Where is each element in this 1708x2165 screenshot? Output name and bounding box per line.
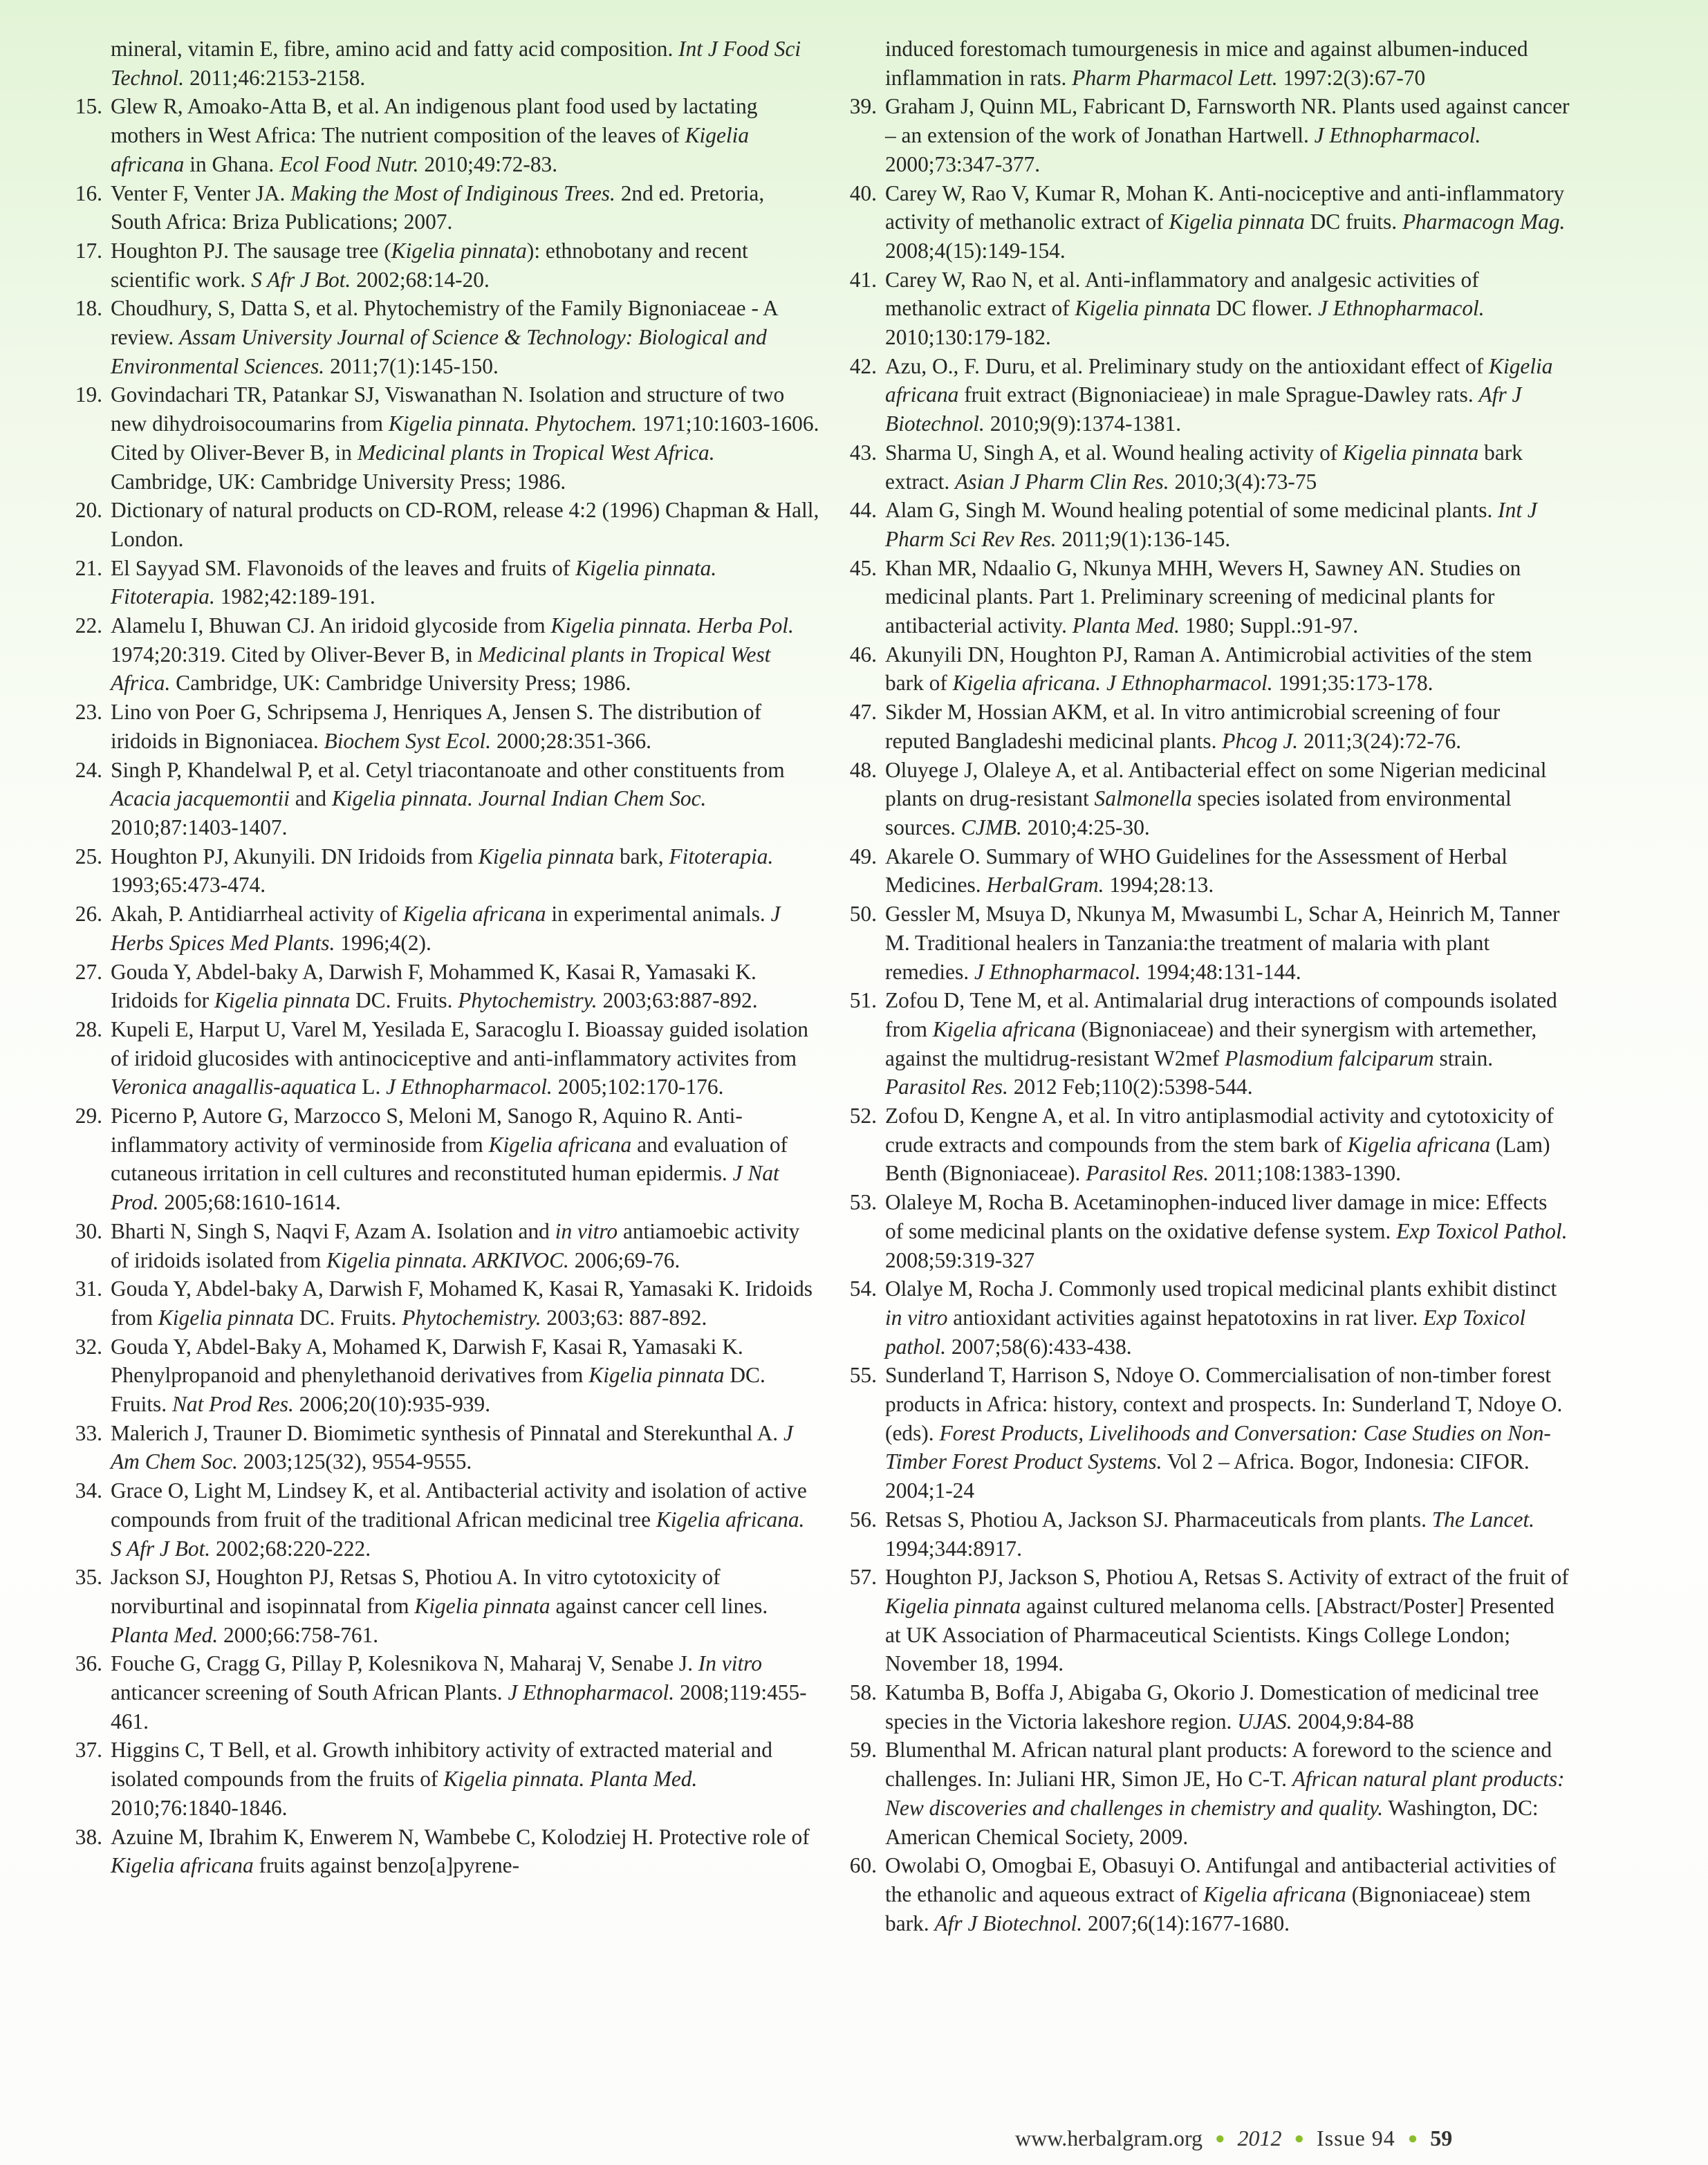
reference-text: Kupeli E, Harput U, Varel M, Yesilada E, Saracoglu I. Bioassay guided isolation of iridoid glucosides with antinociceptive and anti-inflammatory activites from Veronica anagallis-aquatica L. J Ethnopharmacol. 2005;102:170-176. (111, 1016, 808, 1099)
reference-number: 30. (75, 1218, 102, 1243)
bullet-icon: ● (1215, 2130, 1225, 2148)
reference-text: Khan MR, Ndaalio G, Nkunya MHH, Wevers H, Sawney AN. Studies on medicinal plants. Part 1. Preliminary screening of medicinal plants for antibacterial activity. Planta Med. 1980; Suppl.:91-97. (885, 555, 1521, 638)
reference-number: 24. (75, 757, 102, 782)
right-column (844, 35, 1570, 1938)
reference-text: Zofou D, Kengne A, et al. In vitro antiplasmodial activity and cytotoxicity of crude extracts and compounds from the stem bark of Kigelia africana (Lam) Benth (Bignoniaceae). Parasitol Res. 2011;108:1383-1390. (885, 1104, 1554, 1186)
reference-number: 28. (75, 1016, 102, 1041)
reference-text: Akah, P. Antidiarrheal activity of Kigelia africana in experimental animals. J Herbs Spices Med Plants. 1996;4(2). (111, 902, 781, 955)
reference-text: Alam G, Singh M. Wound healing potential of some medicinal plants. Int J Pharm Sci Rev Res. 2011;9(1):136-145. (885, 498, 1537, 551)
reference-text: Choudhury, S, Datta S, et al. Phytochemistry of the Family Bignoniaceae - A review. Assam University Journal of Science & Technology: Biological and Environmental Sciences. 2011;7(1):145-150. (111, 296, 777, 378)
reference-text: Singh P, Khandelwal P, et al. Cetyl triacontanoate and other constituents from Acacia jacquemontii and Kigelia pinnata. Journal Indian Chem Soc. 2010;87:1403-1407. (111, 757, 785, 839)
page-number: 59 (1430, 2126, 1453, 2150)
reference-number: 52. (849, 1104, 877, 1128)
reference-item (69, 380, 819, 496)
reference-text: Owolabi O, Omogbai E, Obasuyi O. Antifungal and antibacterial activities of the ethanolic and aqueous extract of Kigelia africana (Bignoniaceae) stem bark. Afr J Biotechnol. 2007;6(14):1677-1680. (885, 1853, 1557, 1935)
reference-item (69, 1823, 819, 1880)
reference-number: 23. (75, 700, 102, 725)
reference-number: 21. (75, 555, 102, 580)
reference-item (69, 1476, 819, 1563)
reference-number: 18. (75, 296, 102, 321)
reference-text: Oluyege J, Olaleye A, et al. Antibacterial effect on some Nigerian medicinal plants on drug-resistant Salmonella species isolated from environmental sources. CJMB. 2010;4:25-30. (885, 757, 1547, 839)
reference-item (844, 1563, 1570, 1678)
reference-item (844, 438, 1570, 496)
reference-number: 59. (849, 1738, 877, 1763)
reference-text: Carey W, Rao N, et al. Anti-inflammatory and analgesic activities of methanolic extract of Kigelia pinnata DC flower. J Ethnopharmacol. 2010;130:179-182. (885, 267, 1485, 350)
reference-text: Sharma U, Singh A, et al. Wound healing activity of Kigelia pinnata bark extract. Asian J Pharm Clin Res. 2010;3(4):73-75 (885, 440, 1523, 494)
reference-item (69, 1274, 819, 1332)
reference-item (844, 756, 1570, 842)
reference-item (844, 1274, 1570, 1361)
reference-number: 60. (849, 1853, 877, 1878)
reference-number: 46. (849, 642, 877, 667)
left-column (69, 35, 819, 1880)
reference-text: Carey W, Rao V, Kumar R, Mohan K. Anti-nociceptive and anti-inflammatory activity of methanolic extract of Kigelia pinnata DC fruits. Pharmacogn Mag. 2008;4(15):149-154. (885, 180, 1566, 263)
reference-item (844, 986, 1570, 1102)
footer-website[interactable]: www.herbalgram.org (1015, 2126, 1203, 2150)
reference-number: 31. (75, 1276, 102, 1301)
reference-number: 15. (75, 94, 102, 119)
reference-item (69, 698, 819, 755)
reference-text: Grace O, Light M, Lindsey K, et al. Antibacterial activity and isolation of active compounds from fruit of the traditional African medicinal tree Kigelia africana. S Afr J Bot. 2002;68:220-222. (111, 1478, 807, 1561)
reference-item (69, 1649, 819, 1736)
reference-item (844, 698, 1570, 755)
reference-number: 19. (75, 382, 102, 407)
reference-number: 17. (75, 238, 102, 263)
reference-text: Gessler M, Msuya D, Nkunya M, Mwasumbi L, Schar A, Heinrich M, Tanner M. Traditional healers in Tanzania:the treatment of malaria with plant remedies. J Ethnopharmacol. 1994;48:131-144. (885, 902, 1560, 984)
reference-number: 47. (849, 700, 877, 725)
reference-text: Katumba B, Boffa J, Abigaba G, Okorio J. Domestication of medicinal tree species in the Victoria lakeshore region. UJAS. 2004,9:84-88 (885, 1680, 1539, 1734)
reference-text: Jackson SJ, Houghton PJ, Retsas S, Photiou A. In vitro cytotoxicity of norviburtinal and isopinnatal from Kigelia pinnata against cancer cell lines. Planta Med. 2000;66:758-761. (111, 1565, 768, 1647)
reference-text: Azuine M, Ibrahim K, Enwerem N, Wambebe C, Kolodziej H. Protective role of Kigelia africana fruits against benzo[a]pyrene- (111, 1824, 810, 1878)
reference-item (844, 352, 1570, 438)
reference-number: 45. (849, 555, 877, 580)
reference-item (69, 1217, 819, 1274)
reference-text: Malerich J, Trauner D. Biomimetic synthesis of Pinnatal and Sterekunthal A. J Am Chem Soc. 2003;125(32), 9554-9555. (111, 1420, 793, 1474)
reference-text: Lino von Poer G, Schripsema J, Henriques A, Jensen S. The distribution of iridoids in Bignoniacea. Biochem Syst Ecol. 2000;28:351-366. (111, 700, 762, 753)
reference-text: Zofou D, Tene M, et al. Antimalarial drug interactions of compounds isolated from Kigelia africana (Bignoniaceae) and their synergism with artemether, against the multidrug-resistant W2mef Plasmodium falciparum strain. Parasitol Res. 2012 Feb;110(2):5398-544. (885, 988, 1557, 1099)
reference-text: Akarele O. Summary of WHO Guidelines for the Assessment of Herbal Medicines. HerbalGram. 1994;28:13. (885, 844, 1507, 898)
reference-text: Houghton PJ, Akunyili. DN Iridoids from Kigelia pinnata bark, Fitoterapia. 1993;65:473-474. (111, 844, 774, 898)
reference-item (69, 1419, 819, 1476)
reference-item (69, 92, 819, 178)
reference-text: Blumenthal M. African natural plant products: A foreword to the science and challenges. In: Juliani HR, Simon JE, Ho C-T. African natural plant products: New discoveries and challenges in chemistry and quality. Washington, DC: American Chemical Society, 2009. (885, 1738, 1565, 1849)
bullet-icon: ● (1294, 2130, 1305, 2148)
reference-number: 34. (75, 1478, 102, 1503)
reference-text: Sikder M, Hossian AKM, et al. In vitro antimicrobial screening of four reputed Bangladeshi medicinal plants. Phcog J. 2011;3(24):72-76. (885, 700, 1501, 753)
reference-text: Olaleye M, Rocha B. Acetaminophen-induced liver damage in mice: Effects of some medicinal plants on the oxidative defense system. Exp Toxicol Pathol. 2008;59:319-327 (885, 1190, 1568, 1272)
reference-number: 39. (849, 94, 877, 119)
reference-number: 38. (75, 1824, 102, 1849)
reference-item (69, 294, 819, 380)
reference-text: Alamelu I, Bhuwan CJ. An iridoid glycoside from Kigelia pinnata. Herba Pol. 1974;20:319. Cited by Oliver-Bever B, in Medicinal plants in Tropical West Africa. Cambridge, UK: Cambridge University Press; 1986. (111, 613, 794, 696)
reference-number: 16. (75, 180, 102, 205)
footer-issue: Issue 94 (1317, 2126, 1395, 2150)
reference-number: 53. (849, 1190, 877, 1215)
reference-continued-left: mineral, vitamin E, fibre, amino acid and fatty acid composition. Int J Food Sci Technol. 2011;46:2153-2158. (111, 37, 801, 90)
reference-number: 20. (75, 498, 102, 523)
reference-text: Picerno P, Autore G, Marzocco S, Meloni M, Sanogo R, Aquino R. Anti-inflammatory activity of verminoside from Kigelia africana and evaluation of cutaneous irritation in cell cultures and reconstituted human epidermis. J Nat Prod. 2005;68:1610-1614. (111, 1104, 788, 1215)
left-reference-list (69, 92, 819, 1880)
reference-number: 51. (849, 988, 877, 1013)
reference-item (844, 496, 1570, 553)
reference-text: Gouda Y, Abdel-baky A, Darwish F, Mohamed K, Kasai R, Yamasaki K. Iridoids from Kigelia pinnata DC. Fruits. Phytochemistry. 2003;63: 887-892. (111, 1276, 813, 1330)
reference-number: 43. (849, 440, 877, 465)
reference-item (844, 1505, 1570, 1563)
reference-item (844, 1736, 1570, 1851)
reference-text: Dictionary of natural products on CD-ROM, release 4:2 (1996) Chapman & Hall, London. (111, 498, 819, 551)
reference-item (69, 179, 819, 236)
reference-text: Olalye M, Rocha J. Commonly used tropical medicinal plants exhibit distinct in vitro antioxidant activities against hepatotoxins in rat liver. Exp Toxicol pathol. 2007;58(6):433-438. (885, 1276, 1557, 1359)
reference-item (69, 1015, 819, 1102)
reference-number: 55. (849, 1363, 877, 1388)
reference-item (69, 554, 819, 611)
reference-number: 37. (75, 1738, 102, 1763)
reference-number: 35. (75, 1565, 102, 1590)
reference-item (844, 554, 1570, 640)
reference-text: Venter F, Venter JA. Making the Most of Indiginous Trees. 2nd ed. Pretoria, South Africa: Briza Publications; 2007. (111, 180, 765, 234)
reference-text: Azu, O., F. Duru, et al. Preliminary study on the antioxidant effect of Kigelia africana fruit extract (Bignoniacieae) in male Sprague-Dawley rats. Afr J Biotechnol. 2010;9(9):1374-1381. (885, 353, 1553, 436)
reference-item (844, 266, 1570, 352)
reference-number: 58. (849, 1680, 877, 1705)
right-reference-list (844, 92, 1570, 1938)
reference-item (844, 179, 1570, 266)
reference-text: Houghton PJ. The sausage tree (Kigelia pinnata): ethnobotany and recent scientific work. S Afr J Bot. 2002;68:14-20. (111, 238, 748, 292)
reference-text: Bharti N, Singh S, Naqvi F, Azam A. Isolation and in vitro antiamoebic activity of iridoids isolated from Kigelia pinnata. ARKIVOC. 2006;69-76. (111, 1218, 800, 1272)
reference-item (69, 1736, 819, 1822)
bullet-icon: ● (1407, 2130, 1418, 2148)
reference-item (844, 1102, 1570, 1188)
reference-item (844, 1188, 1570, 1274)
reference-continued-right: induced forestomach tumourgenesis in mice and against albumen-induced inflammation in rats. Pharm Pharmacol Lett. 1997:2(3):67-70 (885, 37, 1528, 90)
reference-item (69, 958, 819, 1015)
reference-item (844, 92, 1570, 178)
footer-year: 2012 (1237, 2126, 1282, 2150)
reference-text: El Sayyad SM. Flavonoids of the leaves and fruits of Kigelia pinnata. Fitoterapia. 1982;42:189-191. (111, 555, 717, 609)
reference-item (844, 640, 1570, 698)
reference-text: Sunderland T, Harrison S, Ndoye O. Commercialisation of non-timber forest products in Africa: history, context and prospects. In: Sunderland T, Ndoye O. (eds). Forest Products, Livelihoods and Conversation: Case Studies on Non-Timber Forest Product Systems. Vol 2 – Africa. Bogor, Indonesia: CIFOR. 2004;1-24 (885, 1363, 1563, 1503)
reference-item (844, 900, 1570, 986)
reference-item (69, 496, 819, 553)
reference-number: 42. (849, 353, 877, 378)
reference-number: 40. (849, 180, 877, 205)
reference-item (69, 842, 819, 900)
reference-number: 57. (849, 1565, 877, 1590)
reference-number: 32. (75, 1334, 102, 1359)
reference-number: 25. (75, 844, 102, 868)
reference-number: 44. (849, 498, 877, 523)
reference-item (69, 1102, 819, 1217)
reference-item (69, 1332, 819, 1419)
reference-text: Akunyili DN, Houghton PJ, Raman A. Antimicrobial activities of the stem bark of Kigelia africana. J Ethnopharmacol. 1991;35:173-178. (885, 642, 1532, 696)
reference-number: 33. (75, 1420, 102, 1445)
reference-number: 48. (849, 757, 877, 782)
reference-number: 56. (849, 1507, 877, 1532)
reference-item (69, 756, 819, 842)
reference-text: Houghton PJ, Jackson S, Photiou A, Retsas S. Activity of extract of the fruit of Kigelia pinnata against cultured melanoma cells. [Abstract/Poster] Presented at UK Association of Pharmaceutical Scientists. Kings College London; November 18, 1994. (885, 1565, 1569, 1676)
reference-text: Glew R, Amoako-Atta B, et al. An indigenous plant food used by lactating mothers in West Africa: The nutrient composition of the leaves of Kigelia africana in Ghana. Ecol Food Nutr. 2010;49:72-83. (111, 94, 758, 176)
reference-item (844, 1361, 1570, 1505)
reference-number: 50. (849, 902, 877, 927)
reference-text: Fouche G, Cragg G, Pillay P, Kolesnikova N, Maharaj V, Senabe J. In vitro anticancer screening of South African Plants. J Ethnopharmacol. 2008;119:455-461. (111, 1651, 807, 1734)
reference-number: 22. (75, 613, 102, 638)
reference-text: Retsas S, Photiou A, Jackson SJ. Pharmaceuticals from plants. The Lancet. 1994;344:8917. (885, 1507, 1535, 1561)
reference-number: 36. (75, 1651, 102, 1676)
reference-item (69, 236, 819, 294)
reference-text: Govindachari TR, Patankar SJ, Viswanathan N. Isolation and structure of two new dihydroisocoumarins from Kigelia pinnata. Phytochem. 1971;10:1603-1606. Cited by Oliver-Bever B, in Medicinal plants in Tropical West Africa. Cambridge, UK: Cambridge University Press; 1986. (111, 382, 819, 494)
reference-text: Higgins C, T Bell, et al. Growth inhibitory activity of extracted material and isolated compounds from the fruits of Kigelia pinnata. Planta Med. 2010;76:1840-1846. (111, 1738, 772, 1820)
reference-text: Gouda Y, Abdel-Baky A, Mohamed K, Darwish F, Kasai R, Yamasaki K. Phenylpropanoid and phenylethanoid derivatives from Kigelia pinnata DC. Fruits. Nat Prod Res. 2006;20(10):935-939. (111, 1334, 765, 1417)
reference-item (69, 1563, 819, 1649)
reference-number: 27. (75, 959, 102, 984)
reference-item (844, 842, 1570, 900)
reference-text: Gouda Y, Abdel-baky A, Darwish F, Mohammed K, Kasai R, Yamasaki K. Iridoids for Kigelia pinnata DC. Fruits. Phytochemistry. 2003;63:887-892. (111, 959, 758, 1013)
reference-text: Graham J, Quinn ML, Fabricant D, Farnsworth NR. Plants used against cancer – an extension of the work of Jonathan Hartwell. J Ethnopharmacol. 2000;73:347-377. (885, 94, 1570, 176)
reference-number: 41. (849, 267, 877, 292)
reference-item (844, 1678, 1570, 1736)
reference-item (844, 1851, 1570, 1938)
reference-number: 26. (75, 902, 102, 927)
reference-item (69, 611, 819, 698)
reference-number: 29. (75, 1104, 102, 1128)
reference-number: 49. (849, 844, 877, 868)
page-footer (1015, 2126, 1452, 2151)
reference-item (69, 900, 819, 957)
reference-number: 54. (849, 1276, 877, 1301)
